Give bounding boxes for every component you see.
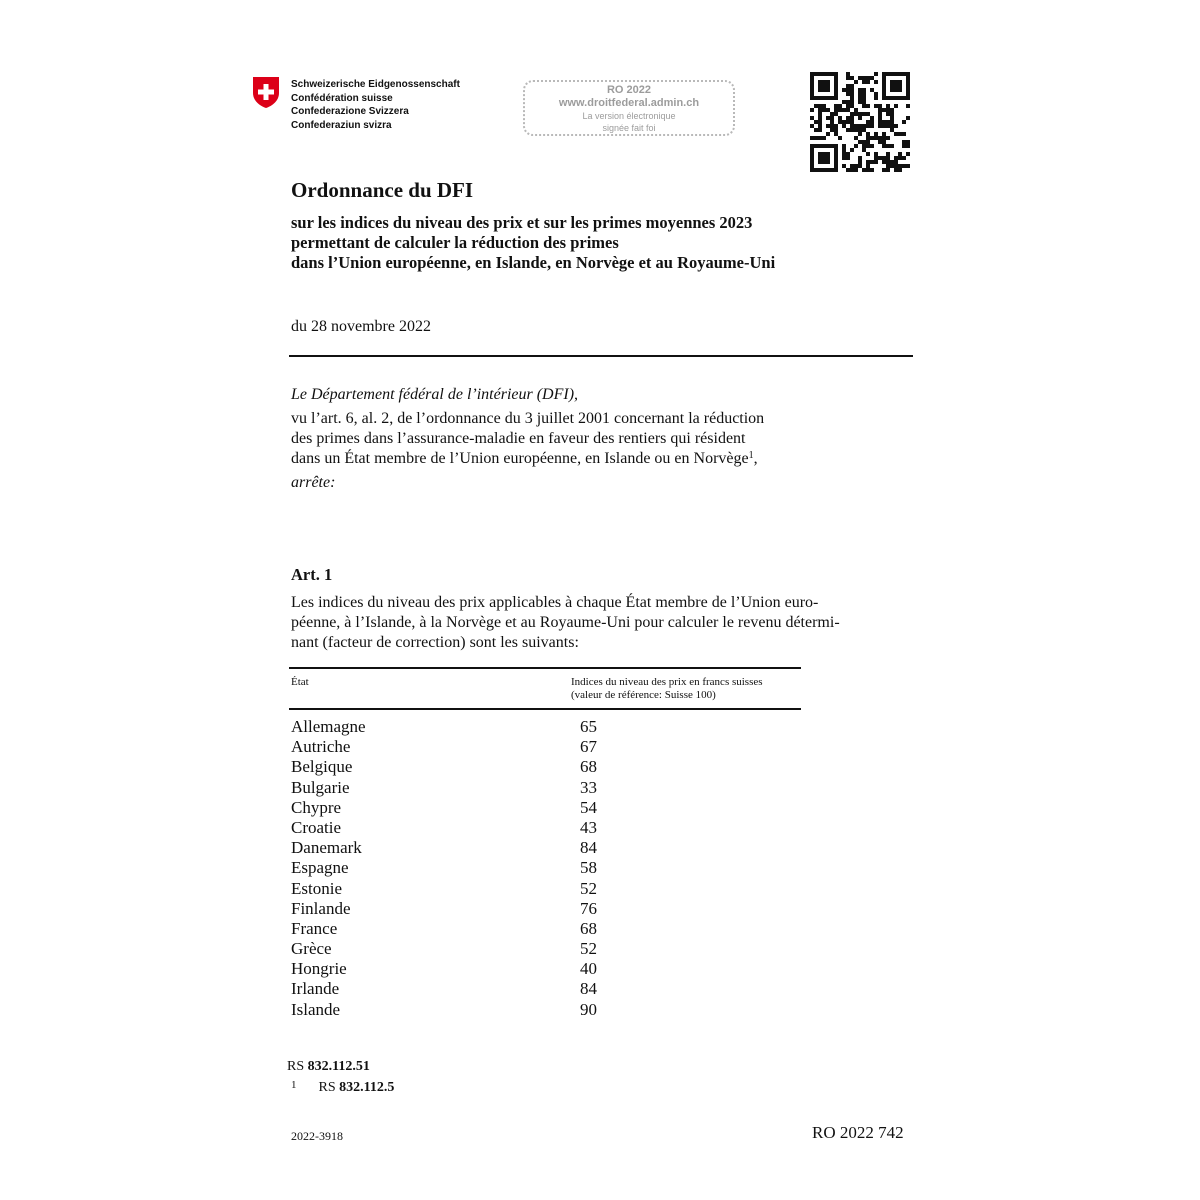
table-cell-index: 90 — [580, 999, 597, 1019]
subtitle-line: dans l’Union européenne, en Islande, en Norvège et au Royaume-Uni — [291, 253, 776, 272]
table-cell-state: Grèce — [291, 939, 332, 959]
table-cell-state: Espagne — [291, 858, 349, 878]
preamble-trailing: , — [753, 450, 758, 467]
footnote-rs-number: 832.112.5 — [339, 1080, 395, 1095]
table-cell-state: Allemagne — [291, 717, 366, 736]
footnote-1 — [291, 1079, 394, 1096]
table-cell-state: Estonie — [291, 878, 342, 898]
table-cell-index: 58 — [580, 858, 597, 878]
qr-code-icon — [810, 72, 910, 172]
table-cell-index: 52 — [580, 878, 597, 898]
confederation-names — [291, 78, 460, 132]
table-cell-state: Finlande — [291, 898, 351, 918]
stamp-url[interactable]: www.droitfederal.admin.ch — [558, 97, 700, 109]
swiss-coat-of-arms-icon — [252, 76, 280, 109]
ro-number: RO 2022 742 — [812, 1123, 904, 1142]
table-cell-state: Autriche — [291, 737, 351, 757]
document-title: Ordonnance du DFI — [291, 178, 474, 202]
rs-reference — [287, 1059, 370, 1075]
table-cell-index: 40 — [580, 959, 597, 979]
table-cell-state: Islande — [291, 999, 341, 1019]
table-cell-index: 68 — [580, 918, 597, 938]
table-header-state: État — [291, 676, 309, 688]
confederation-name-it: Confederazione Svizzera — [291, 106, 409, 117]
table-cell-state: Hongrie — [291, 959, 347, 979]
preamble-line: vu l’art. 6, al. 2, de l’ordonnance du 3 juillet 2001 concernant la réduction — [291, 410, 765, 427]
table-cell-index: 52 — [580, 939, 597, 959]
article-line: péenne, à l’Islande, à la Norvège et au Royaume-Uni pour calculer le revenu détermi- — [291, 614, 840, 631]
table-cell-index: 43 — [580, 817, 597, 837]
table-cell-state: Irlande — [291, 979, 340, 999]
preamble-line: dans un État membre de l’Union européenne, en Islande ou en Norvège — [291, 450, 749, 467]
article-heading: Art. 1 — [291, 565, 333, 584]
table-cell-index: 54 — [580, 797, 597, 817]
stamp-note-1: La version électronique — [582, 111, 676, 121]
table-cell-index: 33 — [580, 777, 597, 797]
footnote-number: 1 — [291, 1079, 297, 1091]
table-cell-index: 67 — [580, 737, 597, 757]
table-cell-index: 76 — [580, 898, 597, 918]
stamp-note-2: signée fait foi — [602, 123, 656, 133]
rs-prefix: RS — [287, 1059, 305, 1074]
table-top-rule — [289, 667, 801, 669]
table-cell-state: Croatie — [291, 817, 342, 837]
preamble-line-last — [291, 449, 764, 469]
preamble-line: des primes dans l’assurance-maladie en faveur des rentiers qui résident — [291, 430, 746, 447]
stamp-ro: RO 2022 — [606, 84, 652, 96]
table-cell-state: Bulgarie — [291, 777, 350, 797]
document-id: 2022-3918 — [291, 1129, 343, 1143]
table-header-rule — [289, 708, 801, 710]
preamble-authority: Le Département fédéral de l’intérieur (DFI), — [291, 386, 579, 403]
footnote-ref-link[interactable]: 1 — [748, 450, 754, 461]
preamble-decision: arrête: — [291, 474, 336, 491]
document-date: du 28 novembre 2022 — [291, 318, 431, 335]
table-cell-index: 65 — [580, 717, 597, 736]
title-divider — [289, 355, 913, 357]
table-cell-state: Danemark — [291, 838, 362, 858]
subtitle-line: permettant de calculer la réduction des primes — [291, 233, 619, 252]
subtitle-line: sur les indices du niveau des prix et sur les primes moyennes 2023 — [291, 213, 753, 232]
article-line: nant (facteur de correction) sont les suivants: — [291, 634, 579, 651]
table-header-index-line: (valeur de référence: Suisse 100) — [571, 689, 716, 701]
table-cell-index: 84 — [580, 979, 597, 999]
confederation-name-fr: Confédération suisse — [291, 92, 393, 104]
article-text — [291, 593, 911, 653]
table-cell-index: 84 — [580, 838, 597, 858]
table-cell-index: 68 — [580, 757, 597, 777]
table-header-index — [571, 676, 763, 702]
table-cell-state: France — [291, 918, 338, 938]
confederation-name-de: Schweizerische Eidgenossenschaft — [291, 79, 460, 90]
rs-number: 832.112.51 — [307, 1059, 370, 1074]
preamble — [291, 385, 764, 493]
table-cell-state: Belgique — [291, 757, 353, 777]
document-subtitle — [291, 213, 775, 273]
confederation-name-rm: Confederaziun svizra — [291, 119, 392, 131]
table-header-index-line: Indices du niveau des prix en francs suisses — [571, 676, 763, 688]
article-line: Les indices du niveau des prix applicables à chaque État membre de l’Union euro- — [291, 594, 819, 611]
table-cell-state: Chypre — [291, 797, 342, 817]
electronic-signature-stamp — [523, 80, 735, 136]
footnote-prefix: RS — [318, 1080, 336, 1095]
